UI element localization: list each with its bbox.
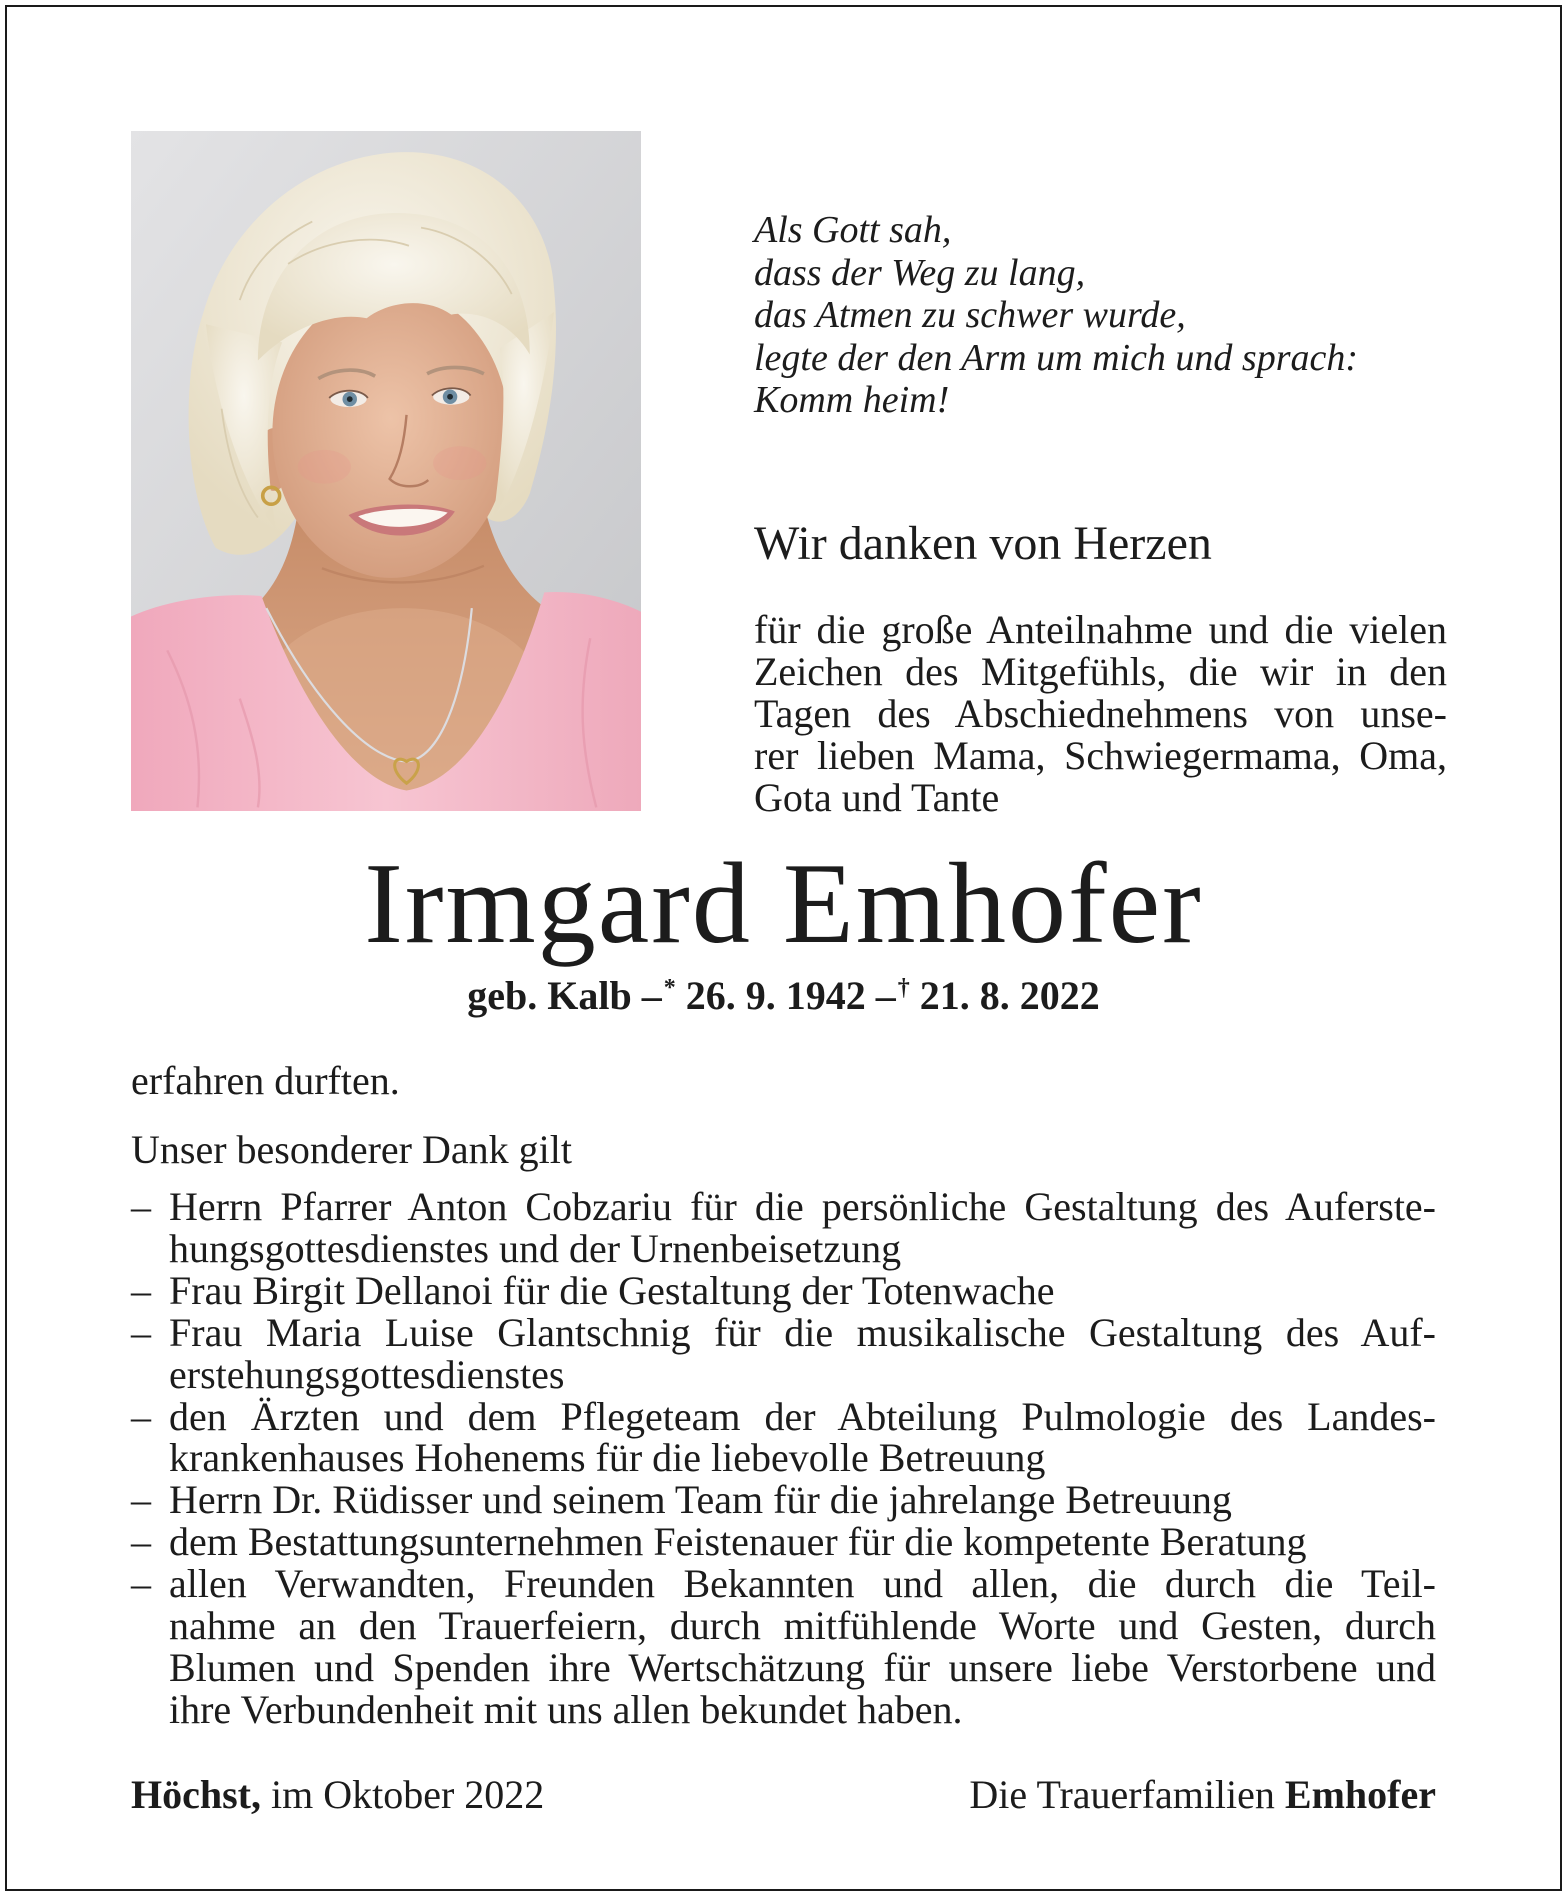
- thanks-intro-line: für die große Anteilnahme und die vielen: [754, 607, 1447, 652]
- list-item-line: ihre Verbundenheit mit uns allen bekundet haben.: [169, 1686, 963, 1732]
- portrait-photo: [131, 131, 641, 811]
- place-and-date: [131, 1774, 544, 1816]
- signature-prefix: Die Trauerfamilien: [969, 1772, 1275, 1817]
- list-item-text: [169, 1521, 1436, 1563]
- list-item: [131, 1267, 1436, 1313]
- list-item-text: [169, 1393, 1436, 1481]
- deceased-name: Irmgard Emhofer: [364, 840, 1203, 968]
- poem-line: legte der den Arm um mich und sprach:: [754, 336, 1359, 379]
- portrait-cheek-right: [433, 446, 486, 480]
- date: im Oktober 2022: [271, 1772, 545, 1817]
- birth-name: geb. Kalb: [467, 973, 632, 1018]
- signature-name: Emhofer: [1284, 1772, 1436, 1817]
- list-item: [131, 1563, 1436, 1731]
- list-item-line: Herrn Pfarrer Anton Cobzariu für die persönliche Gestaltung des Auferste-: [169, 1184, 1436, 1229]
- death-symbol: †: [897, 974, 910, 1001]
- thanks-intro-line: Tagen des Abschiednehmens von unse-: [754, 691, 1447, 737]
- poem: [754, 209, 1358, 422]
- list-item-text: [169, 1563, 1436, 1731]
- thanks-intro-line: Zeichen des Mitgefühls, die wir in den: [754, 649, 1447, 695]
- list-bullet: –: [131, 1309, 151, 1355]
- birth-symbol: *: [663, 974, 676, 1001]
- list-bullet: –: [131, 1393, 151, 1439]
- life-dates: [0, 974, 1567, 1018]
- date-separator: –: [641, 973, 662, 1018]
- thanks-intro-end: erfahren durften.: [131, 1058, 400, 1103]
- poem-line: Als Gott sah,: [754, 209, 952, 251]
- list-item-text: [169, 1267, 1436, 1313]
- list-item-text: [169, 1186, 1436, 1270]
- date-separator: –: [875, 973, 896, 1018]
- list-item: [131, 1479, 1436, 1521]
- list-bullet: –: [131, 1561, 151, 1607]
- list-item-line: hungsgottesdienstes und der Urnenbeisetzung: [169, 1225, 902, 1271]
- list-item-line: erstehungsgottesdienstes: [169, 1351, 565, 1397]
- thanks-list: [131, 1186, 1436, 1731]
- list-item: [131, 1186, 1436, 1270]
- list-item: [131, 1393, 1436, 1481]
- list-item-line: allen Verwandten, Freunden Bekannten und allen, die durch die Teil-: [169, 1561, 1436, 1607]
- portrait-cheek-left: [298, 450, 351, 484]
- list-bullet: –: [131, 1267, 151, 1313]
- list-item-text: [169, 1479, 1436, 1521]
- list-item-line: den Ärzten und dem Pflegeteam der Abteilung Pulmologie des Landes-: [169, 1393, 1436, 1439]
- list-bullet: –: [131, 1477, 151, 1523]
- signature: [969, 1774, 1436, 1816]
- list-item-line: krankenhauses Hohenems für die liebevolle Betreuung: [169, 1435, 1046, 1481]
- poem-line: dass der Weg zu lang,: [754, 251, 1086, 294]
- list-item: [131, 1309, 1436, 1397]
- birth-date: 26. 9. 1942: [685, 973, 866, 1018]
- list-item: [131, 1521, 1436, 1563]
- list-item-line: nahme an den Trauerfeiern, durch mitfühlende Worte und Gesten, durch: [169, 1603, 1436, 1649]
- list-bullet: –: [131, 1519, 151, 1565]
- list-item-line: Frau Maria Luise Glantschnig für die musikalische Gestaltung des Auf-: [169, 1309, 1436, 1355]
- death-date: 21. 8. 2022: [919, 973, 1100, 1018]
- poem-line: das Atmen zu schwer wurde,: [754, 294, 1186, 336]
- list-bullet: –: [131, 1184, 151, 1229]
- special-thanks-heading: Unser besonderer Dank gilt: [131, 1127, 572, 1172]
- place: Höchst,: [131, 1772, 261, 1817]
- portrait-image: [131, 131, 641, 811]
- poem-line: Komm heim!: [754, 379, 950, 421]
- list-item-line: Herrn Dr. Rüdisser und seinem Team für die jahrelange Betreuung: [169, 1477, 1232, 1523]
- thanks-heading: Wir danken von Herzen: [754, 517, 1212, 570]
- list-item-line: Blumen und Spenden ihre Wertschätzung für unsere liebe Verstorbene und: [169, 1644, 1436, 1690]
- list-item-line: dem Bestattungsunternehmen Feistenauer für die kompetente Beratung: [169, 1519, 1307, 1565]
- thanks-intro-line: Gota und Tante: [754, 775, 1000, 821]
- list-item-text: [169, 1309, 1436, 1397]
- list-item-line: Frau Birgit Dellanoi für die Gestaltung der Totenwache: [169, 1267, 1055, 1313]
- thanks-intro: [754, 609, 1447, 819]
- thanks-intro-line: rer lieben Mama, Schwiegermama, Oma,: [754, 733, 1447, 779]
